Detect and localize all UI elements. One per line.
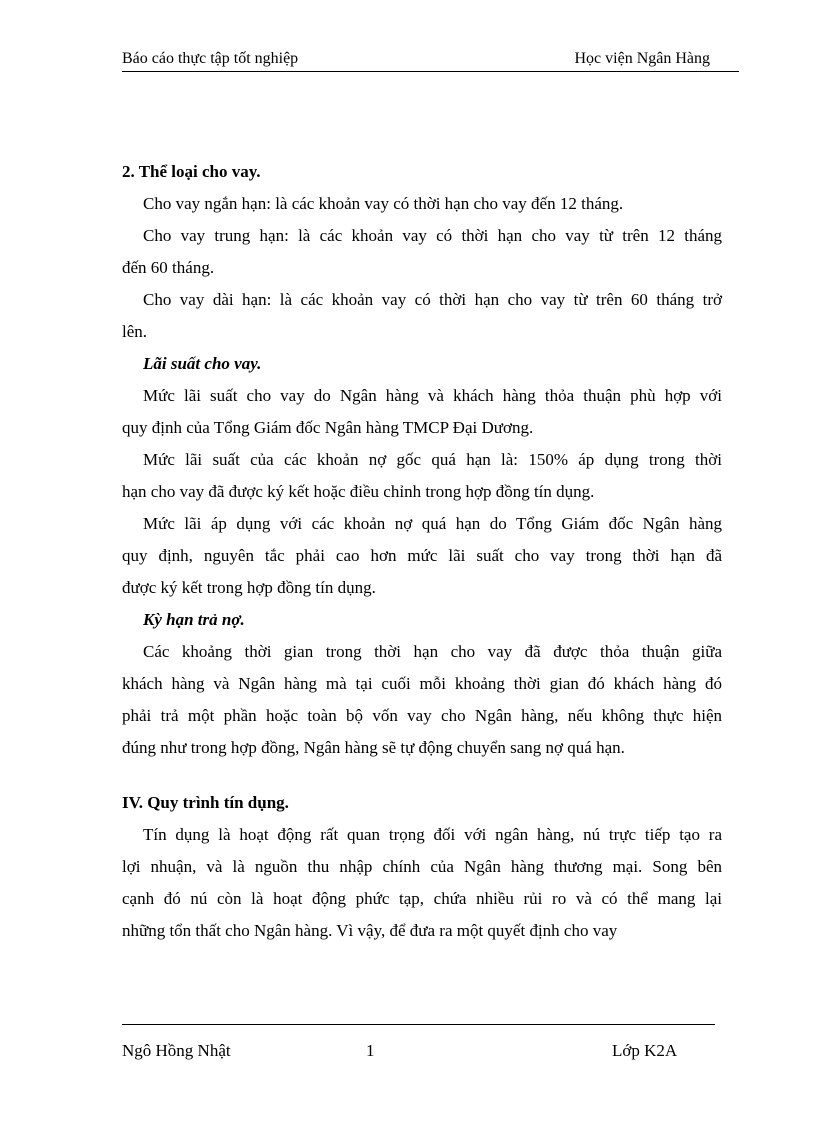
paragraph-line: lên. [122,322,148,341]
paragraph-line: được ký kết trong hợp đồng tín dụng. [122,578,376,597]
paragraph-line: Các khoảng thời gian trong thời hạn cho vay đã được thỏa thuận giữa [143,642,722,661]
paragraph-line: Mức lãi suất cho vay do Ngân hàng và khách hàng thỏa thuận phù hợp với [143,386,722,405]
paragraph-line: quy định, nguyên tắc phải cao hơn mức lãi suất cho vay trong thời hạn đã [122,546,722,565]
footer-class: Lớp K2A [612,1041,678,1060]
header-institution: Học viện Ngân Hàng [574,50,710,67]
subsection-heading: Kỳ hạn trả nợ. [143,610,245,629]
subsection-heading: Lãi suất cho vay. [143,354,262,373]
document-body [122,158,722,949]
paragraph-line: cạnh đó nú còn là hoạt động phức tạp, chứa nhiều rủi ro và có thể mang lại [122,889,722,908]
paragraph-line: Cho vay ngắn hạn: là các khoản vay có thời hạn cho vay đến 12 tháng. [143,194,624,213]
footer-author: Ngô Hồng Nhật [122,1041,231,1060]
spacer [122,766,722,789]
footer-divider [122,1024,715,1025]
paragraph-line: những tổn thất cho Ngân hàng. Vì vậy, để đưa ra một quyết định cho vay [122,921,618,940]
paragraph-line: đúng như trong hợp đồng, Ngân hàng sẽ tự động chuyển sang nợ quá hạn. [122,738,625,757]
paragraph-line: Cho vay trung hạn: là các khoản vay có thời hạn cho vay từ trên 12 tháng [143,226,722,245]
paragraph-line: quy định của Tổng Giám đốc Ngân hàng TMCP Đại Dương. [122,418,534,437]
paragraph-line: hạn cho vay đã được ký kết hoặc điều chỉnh trong hợp đồng tín dụng. [122,482,595,501]
paragraph-line: phải trả một phần hoặc toàn bộ vốn vay cho Ngân hàng, nếu không thực hiện [122,706,722,725]
paragraph-line: Cho vay dài hạn: là các khoản vay có thời hạn cho vay từ trên 60 tháng trở [143,290,722,309]
paragraph-line: khách hàng và Ngân hàng mà tại cuối mỗi khoảng thời gian đó khách hàng đó [122,674,722,693]
paragraph-line: Tín dụng là hoạt động rất quan trọng đối với ngân hàng, nú trực tiếp tạo ra [143,825,722,844]
paragraph-line: Mức lãi suất của các khoản nợ gốc quá hạn là: 150% áp dụng trong thời [143,450,722,469]
paragraph-line: Mức lãi áp dụng với các khoản nợ quá hạn do Tổng Giám đốc Ngân hàng [143,514,722,533]
paragraph-line: lợi nhuận, và là nguồn thu nhập chính của Ngân hàng thương mại. Song bên [122,857,722,876]
header-report-title: Báo cáo thực tập tốt nghiệp [122,50,299,67]
section-heading: IV. Quy trình tín dụng. [122,793,289,812]
paragraph-line: đến 60 tháng. [122,258,215,277]
page-number: 1 [366,1041,375,1060]
section-heading: 2. Thể loại cho vay. [122,162,261,181]
page-header [122,49,739,72]
